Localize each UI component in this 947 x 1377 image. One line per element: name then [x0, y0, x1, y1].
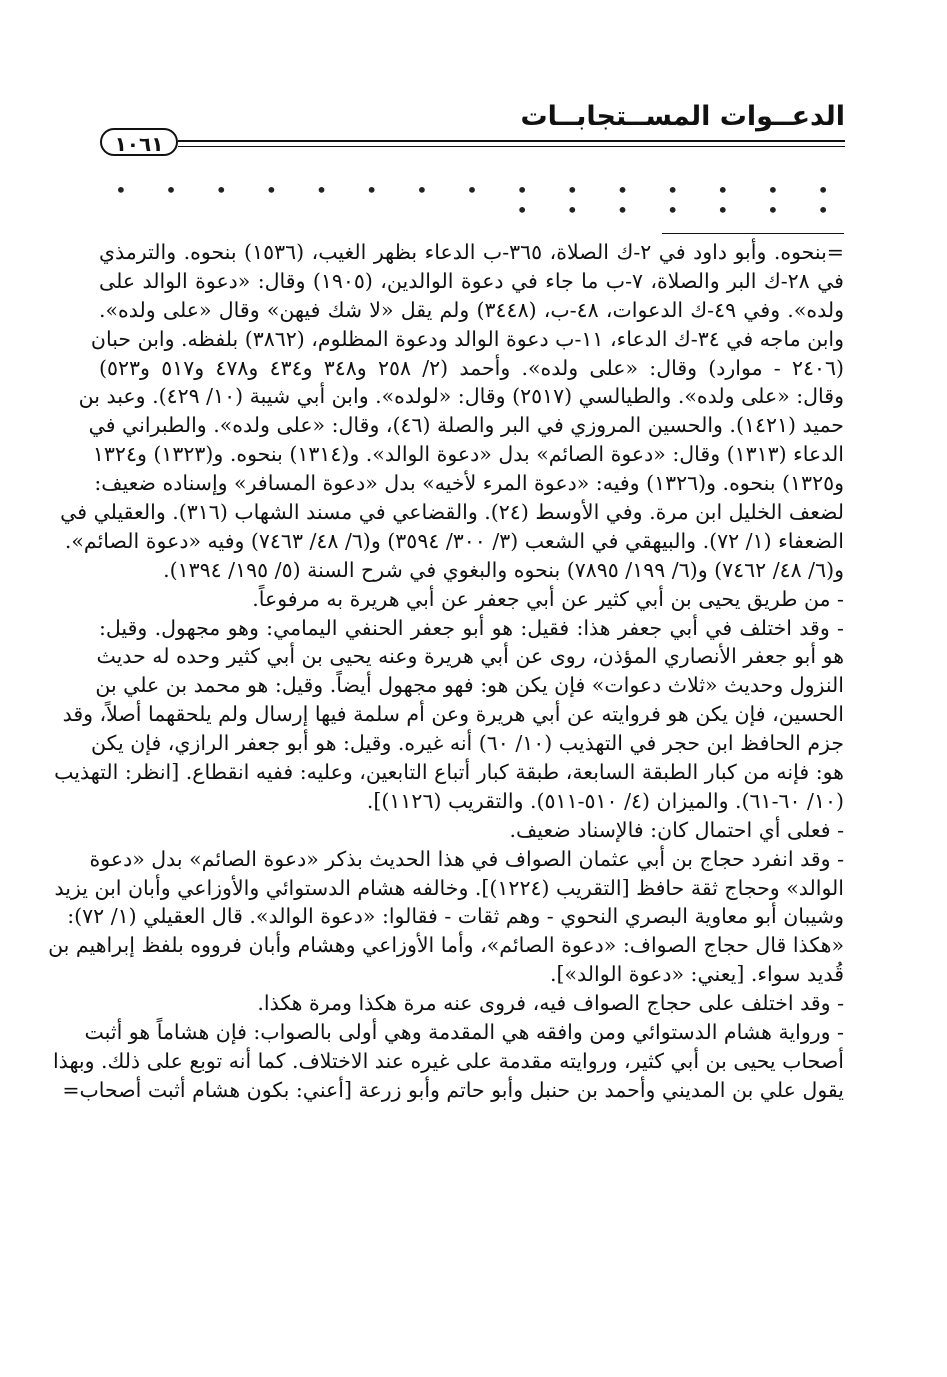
footnote-line: (١٠/ ٦٠-٦١). والميزان (٤/ ٥١٠-٥١١). والتقريب (١١٢٦)]. [366, 788, 844, 813]
footnote-line: (٢٤٠٦ - موارد) وقال: «على ولده». وأحمد (٢/ ٢٥٨ و٣٤٨ و٤٣٤ و٤٧٨ و٥١٧ و٥٢٣) [99, 355, 845, 380]
running-header-title: الدعــوات المســتجابــات [520, 101, 845, 132]
footnote-line: الوالد» وحجاج ثقة حافظ [التقريب (١٢٢٤)]. وخالفه هشام الدستوائي والأوزاعي وأبان ابن يزيد [54, 875, 844, 900]
footnote-line: حميد (١٤٢١). والحسين المروزي في البر والصلة (٤٦)، وقال: «على ولده». والطبراني في [88, 413, 844, 438]
footnote-line: و(٦/ ٤٨/ ٧٤٦٢) و(٦/ ١٩٩/ ٧٨٩٥) بنحوه والبغوي في شرح السنة (٥/ ١٩٥/ ١٣٩٤). [163, 557, 844, 582]
footnote-line: - وقد اختلف في أبي جعفر هذا: فقيل: هو أبو جعفر الحنفي اليمامي: وهو مجهول. وقيل: [99, 615, 844, 640]
running-header [100, 100, 845, 160]
footnote-body [48, 238, 845, 1105]
footnote-line: - وقد انفرد حجاج بن أبي عثمان الصواف في هذا الحديث بذكر «دعوة الصائم» بدل «دعوة [89, 846, 844, 871]
footnote-line: الحسين، فإن يكن هو فروايته عن أبي هريرة وعن أم سلمة فيها إرسال ولم يلحقهما أصلاً، وقد [62, 702, 844, 727]
footnote-line: هو: فإنه من كبار الطبقة السابعة، طبقة كبار أتباع التابعين، وعليه: ففيه انقطاع. [انظر: التهذيب [54, 760, 844, 785]
footnote-line: يقول علي بن المديني وأحمد بن حنبل وأبو حاتم وأبو زرعة [أعني: بكون هشام أثبت أصحاب= [62, 1077, 844, 1102]
footnote-line: - فعلى أي احتمال كان: فالإسناد ضعيف. [509, 817, 844, 842]
footnote-line: - من طريق يحيى بن أبي كثير عن أبي جعفر عن أبي هريرة به مرفوعاً. [252, 586, 844, 611]
dot-ornament: • • • • • • • • • • • • • • • • • • • • • • [115, 178, 845, 222]
footnote-line: النزول وحديث «ثلاث دعوات» فإن يكن هو: فهو مجهول أيضاً. وقيل: هو محمد بن علي بن [95, 673, 844, 698]
footnote-line: وقال: «على ولده». والطيالسي (٢٥١٧) وقال: «لولده». وابن أبي شيبة (١٠/ ٤٢٩). وعبد بن [78, 384, 844, 409]
footnote-line: =بنحوه. وأبو داود في ٢-ك الصلاة، ٣٦٥-ب الدعاء بظهر الغيب، (١٥٣٦) بنحوه. والترمذي [99, 240, 844, 264]
footnote-line: جزم الحافظ ابن حجر في التهذيب (١٠/ ٦٠) أنه غيره. وقيل: هو أبو جعفر الرازي، فإن يكن [91, 731, 844, 756]
footnote-line: - ورواية هشام الدستوائي ومن وافقه هي المقدمة وهي أولى بالصواب: فإن هشاماً هو أثبت [84, 1020, 844, 1045]
page-number: ١٠٦١ [100, 128, 178, 156]
footnote-line: «هكذا قال حجاج الصواف: «دعوة الصائم»، وأما الأوزاعي وهشام وأبان فرووه بلفظ إبراهيم بن [48, 933, 844, 958]
footnote-line: أصحاب يحيى بن أبي كثير، وروايته مقدمة على غيره عند الاختلاف. كما أنه توبع على ذلك. وبهذا [52, 1048, 844, 1073]
footnote-separator [662, 233, 844, 234]
footnote-line: ولده». وفي ٤٩-ك الدعوات، ٤٨-ب، (٣٤٤٨) ولم يقل «لا شك فيهن» وقال «على ولده». [99, 297, 845, 322]
footnote-line: الدعاء (١٣١٣) وقال: «دعوة الصائم» بدل «دعوة الوالد». و(١٣١٤) بنحوه. و(١٣٢٣) و١٣٢٤ [92, 442, 844, 467]
footnote-line: لضعف الخليل ابن مرة. وفي الأوسط (٢٤). والقضاعي في مسند الشهاب (٣١٦). والعقيلي في [60, 500, 844, 525]
footnote-line: في ٢٨-ك البر والصلاة، ٧-ب ما جاء في دعوة الوالدين، (١٩٠٥) وقال: «دعوة الوالد على [99, 268, 844, 293]
footnote-line: قُديد سواء. [يعني: «دعوة الوالد»]. [549, 962, 844, 987]
header-rule-thin [178, 146, 845, 147]
footnote-line: الضعفاء (١/ ٧٢). والبيهقي في الشعب (٣/ ٣٠٠/ ٣٥٩٤) و(٦/ ٤٨/ ٧٤٦٣) وفيه «دعوة الصائم». [64, 528, 844, 553]
header-rule [178, 140, 845, 142]
footnote-line: - وقد اختلف على حجاج الصواف فيه، فروى عنه مرة هكذا ومرة هكذا. [257, 991, 844, 1016]
footnote-line: وابن ماجه في ٣٤-ك الدعاء، ١١-ب دعوة الوالد ودعوة المظلوم، (٣٨٦٢) بلفظه. وابن حبان [90, 326, 844, 351]
footnote-line: و١٣٢٥) بنحوه. و(١٣٢٦) وفيه: «دعوة المرء لأخيه» بدل «دعوة المسافر» وإسناده ضعيف: [94, 471, 844, 496]
footnote-line: وشيبان أبو معاوية البصري النحوي - وهم ثقات - فقالوا: «دعوة الوالد». قال العقيلي (١/ ٧٢): [67, 904, 844, 929]
footnote-line: هو أبو جعفر الأنصاري المؤذن، روى عن أبي هريرة وعنه يحيى بن أبي كثير وحده له حديث [96, 644, 844, 669]
